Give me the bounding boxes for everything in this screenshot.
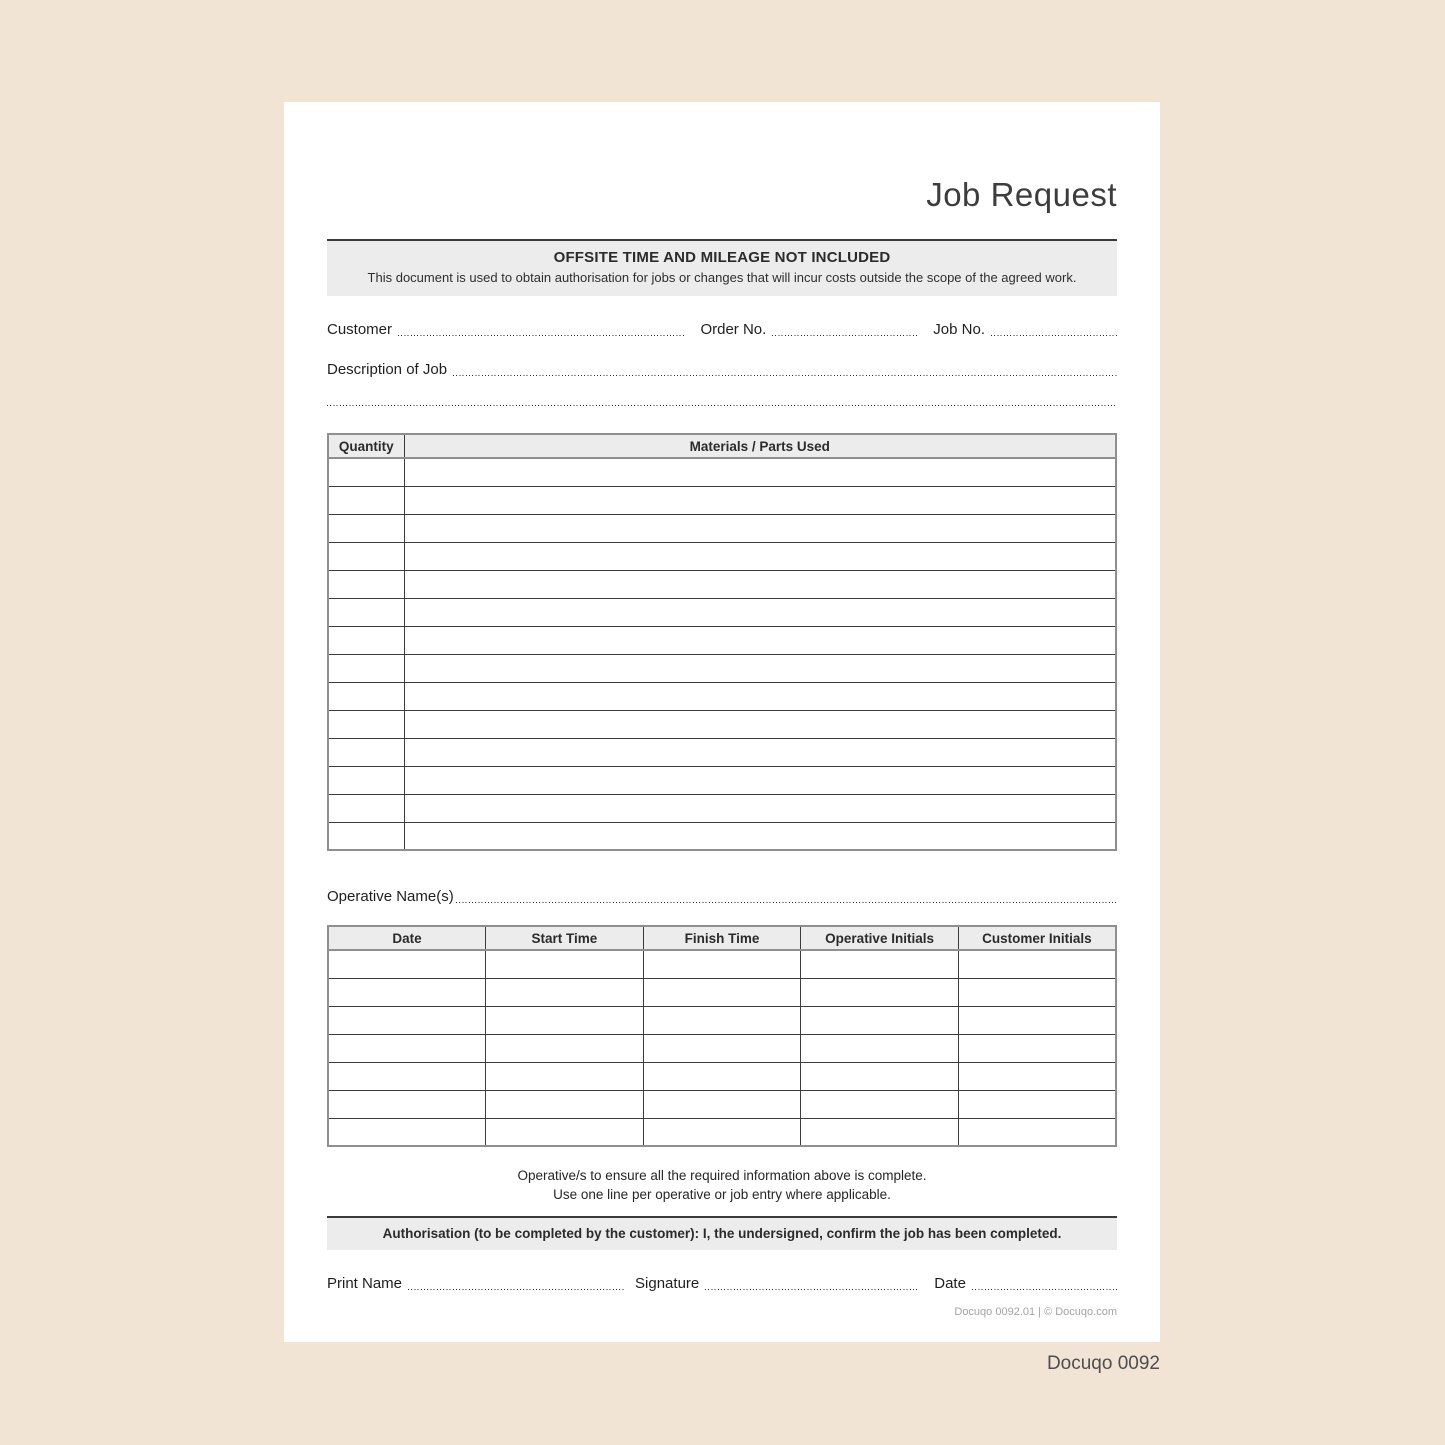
- time-header-cell: Customer Initials: [958, 926, 1116, 950]
- operative-names-row: [327, 885, 1117, 907]
- document-page: [284, 102, 1160, 1342]
- materials-row: [328, 766, 1116, 794]
- time-cell: [486, 950, 644, 978]
- description-field-line-2: [327, 396, 1117, 410]
- materials-cell: [404, 458, 1116, 486]
- time-cell: [328, 978, 486, 1006]
- materials-cell: [328, 682, 404, 710]
- materials-row: [328, 738, 1116, 766]
- operative-names-label: Operative Name(s): [327, 888, 454, 905]
- print-name-field-line: [408, 1273, 624, 1294]
- time-row: [328, 1062, 1116, 1090]
- time-cell: [486, 1090, 644, 1118]
- signature-row: [327, 1272, 1117, 1294]
- time-cell: [328, 1118, 486, 1146]
- time-row: [328, 1118, 1116, 1146]
- time-header-cell: Operative Initials: [801, 926, 959, 950]
- page-title: Job Request: [926, 176, 1117, 213]
- time-cell: [486, 978, 644, 1006]
- description-row: [327, 358, 1117, 380]
- materials-cell: [404, 570, 1116, 598]
- materials-cell: [404, 682, 1116, 710]
- materials-cell: [404, 766, 1116, 794]
- notes-line-2: Use one line per operative or job entry where applicable.: [553, 1187, 891, 1202]
- materials-row: [328, 514, 1116, 542]
- time-cell: [958, 1118, 1116, 1146]
- time-header-cell: Date: [328, 926, 486, 950]
- materials-cell: [328, 766, 404, 794]
- date-field-line: [972, 1273, 1117, 1294]
- materials-row: [328, 542, 1116, 570]
- time-cell: [486, 1062, 644, 1090]
- customer-label: Customer: [327, 321, 393, 338]
- time-cell: [801, 1034, 959, 1062]
- print-name-label: Print Name: [327, 1275, 403, 1292]
- time-row: [328, 950, 1116, 978]
- time-cell: [958, 1034, 1116, 1062]
- signature-field-line: [705, 1273, 917, 1294]
- materials-cell: [404, 598, 1116, 626]
- time-row: [328, 1034, 1116, 1062]
- time-cell: [328, 950, 486, 978]
- materials-row: [328, 486, 1116, 514]
- materials-cell: [328, 794, 404, 822]
- time-cell: [643, 1062, 801, 1090]
- notice-body: This document is used to obtain authorisation for jobs or changes that will incur costs outside the scope of the agreed work.: [367, 270, 1077, 285]
- time-cell: [801, 1118, 959, 1146]
- materials-cell: [328, 710, 404, 738]
- materials-row: [328, 458, 1116, 486]
- time-row: [328, 978, 1116, 1006]
- materials-row: [328, 598, 1116, 626]
- time-cell: [801, 950, 959, 978]
- signature-label: Signature: [635, 1275, 700, 1292]
- materials-cell: [404, 542, 1116, 570]
- time-cell: [643, 1118, 801, 1146]
- product-code-label: Docuqo 0092: [1046, 1353, 1160, 1374]
- time-cell: [801, 1006, 959, 1034]
- time-cell: [958, 1090, 1116, 1118]
- customer-order-job-row: [327, 318, 1117, 340]
- materials-cell: [404, 486, 1116, 514]
- time-cell: [328, 1062, 486, 1090]
- time-cell: [958, 1006, 1116, 1034]
- time-cell: [486, 1006, 644, 1034]
- customer-field-line: [398, 319, 686, 340]
- materials-cell: [328, 822, 404, 850]
- time-cell: [328, 1034, 486, 1062]
- materials-cell: [404, 822, 1116, 850]
- materials-header-row: [328, 434, 1116, 458]
- materials-cell: [328, 738, 404, 766]
- time-cell: [328, 1090, 486, 1118]
- materials-cell: [328, 458, 404, 486]
- order-no-field-line: [772, 319, 919, 340]
- document-footer: Docuqo 0092.01 | © Docuqo.com: [954, 1306, 1117, 1318]
- operative-names-field-line: [456, 886, 1117, 907]
- time-row: [328, 1090, 1116, 1118]
- materials-cell: [404, 654, 1116, 682]
- time-cell: [958, 1062, 1116, 1090]
- time-cell: [958, 950, 1116, 978]
- materials-cell: [404, 794, 1116, 822]
- time-cell: [643, 978, 801, 1006]
- materials-table: [327, 433, 1117, 851]
- materials-cell: [328, 654, 404, 682]
- time-cell: [643, 950, 801, 978]
- job-no-label: Job No.: [933, 321, 985, 338]
- materials-cell: [404, 738, 1116, 766]
- materials-cell: [328, 514, 404, 542]
- time-cell: [958, 978, 1116, 1006]
- description-label: Description of Job: [327, 361, 448, 378]
- time-cell: [801, 1090, 959, 1118]
- materials-cell: [404, 514, 1116, 542]
- notice-banner: [327, 239, 1117, 296]
- materials-cell: [328, 598, 404, 626]
- materials-header-cell: Quantity: [328, 434, 404, 458]
- time-cell: [643, 1034, 801, 1062]
- materials-cell: [328, 570, 404, 598]
- materials-cell: [328, 486, 404, 514]
- time-header-cell: Start Time: [486, 926, 644, 950]
- time-table: [327, 925, 1117, 1147]
- notice-heading: OFFSITE TIME AND MILEAGE NOT INCLUDED: [553, 249, 891, 266]
- authorisation-banner: Authorisation (to be completed by the customer): I, the undersigned, confirm the job has been completed.: [327, 1216, 1117, 1250]
- time-cell: [486, 1118, 644, 1146]
- time-header-cell: Finish Time: [643, 926, 801, 950]
- notes-line-1: Operative/s to ensure all the required information above is complete.: [517, 1168, 927, 1183]
- time-cell: [643, 1006, 801, 1034]
- time-header-row: [328, 926, 1116, 950]
- time-cell: [328, 1006, 486, 1034]
- materials-row: [328, 822, 1116, 850]
- materials-row: [328, 710, 1116, 738]
- time-row: [328, 1006, 1116, 1034]
- date-label: Date: [934, 1275, 966, 1292]
- materials-row: [328, 570, 1116, 598]
- notes: [327, 1166, 1117, 1204]
- time-cell: [801, 1062, 959, 1090]
- materials-row: [328, 654, 1116, 682]
- materials-row: [328, 682, 1116, 710]
- materials-cell: [404, 710, 1116, 738]
- materials-header-cell: Materials / Parts Used: [404, 434, 1116, 458]
- job-no-field-line: [991, 319, 1117, 340]
- materials-row: [328, 794, 1116, 822]
- description-field-line: [453, 359, 1117, 380]
- materials-cell: [328, 626, 404, 654]
- materials-cell: [404, 626, 1116, 654]
- order-no-label: Order No.: [700, 321, 767, 338]
- materials-row: [328, 626, 1116, 654]
- time-cell: [486, 1034, 644, 1062]
- time-cell: [643, 1090, 801, 1118]
- time-cell: [801, 978, 959, 1006]
- materials-cell: [328, 542, 404, 570]
